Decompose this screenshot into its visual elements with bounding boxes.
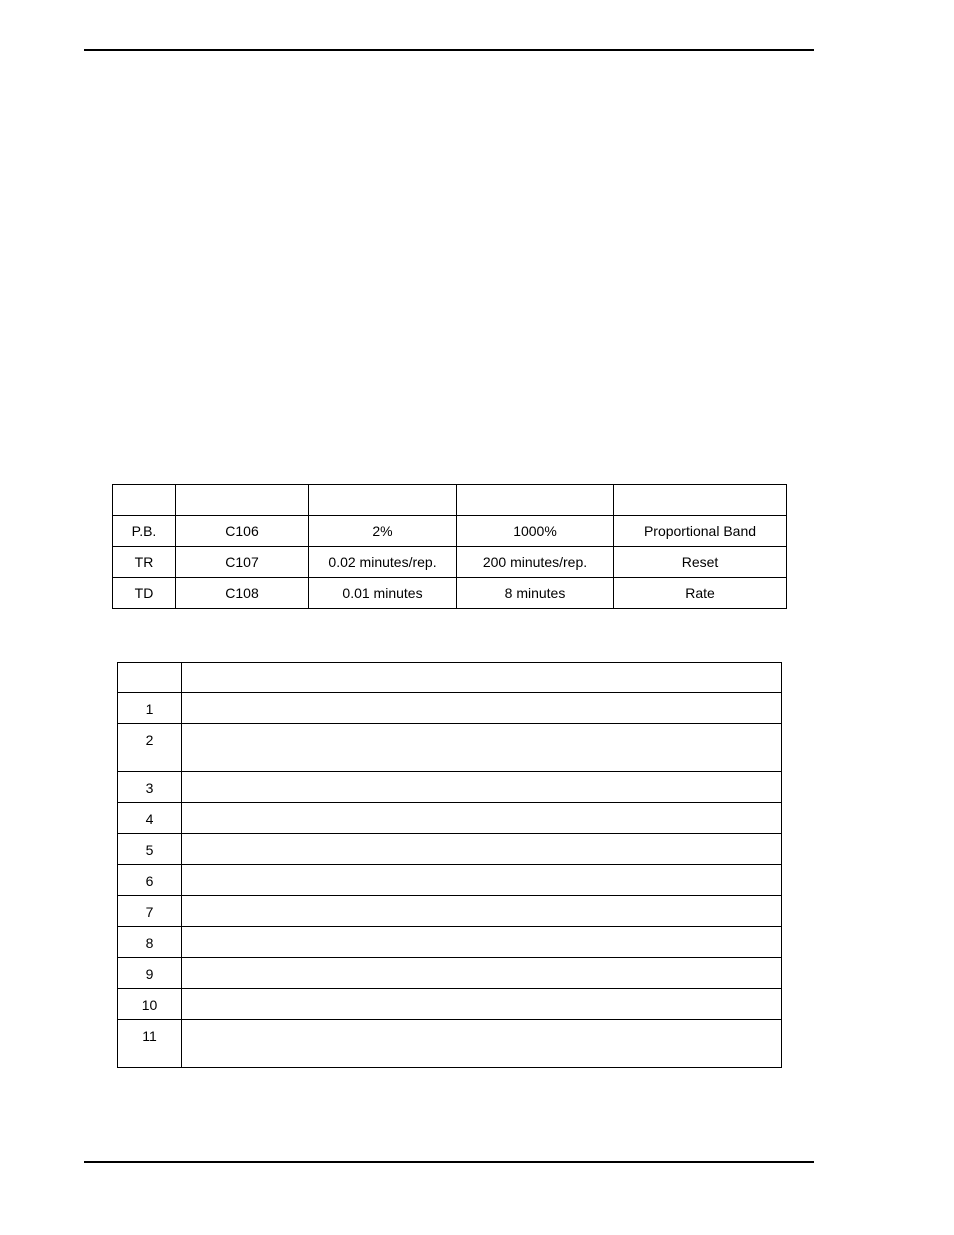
table-header-row — [113, 485, 787, 516]
step-number: 6 — [118, 865, 182, 896]
table-cell: C108 — [176, 578, 309, 609]
step-description — [182, 834, 782, 865]
step-description — [182, 927, 782, 958]
table-cell: TR — [113, 547, 176, 578]
step-description — [182, 803, 782, 834]
procedure-step-table — [117, 662, 782, 1068]
table-row — [118, 927, 782, 958]
header-cell — [182, 663, 782, 693]
header-cell — [309, 485, 457, 516]
step-number: 9 — [118, 958, 182, 989]
tuning-parameter-table — [112, 484, 787, 609]
table-row — [118, 896, 782, 927]
table-cell: 0.02 minutes/rep. — [309, 547, 457, 578]
header-cell — [118, 663, 182, 693]
table-cell: Reset — [614, 547, 787, 578]
table-row — [118, 989, 782, 1020]
step-description — [182, 989, 782, 1020]
table-cell: 8 minutes — [457, 578, 614, 609]
step-number: 7 — [118, 896, 182, 927]
table-row — [113, 547, 787, 578]
table-row — [118, 772, 782, 803]
table-cell: Proportional Band — [614, 516, 787, 547]
step-number: 2 — [118, 724, 182, 772]
step-number: 1 — [118, 693, 182, 724]
table-row — [118, 693, 782, 724]
step-number: 11 — [118, 1020, 182, 1068]
header-cell — [614, 485, 787, 516]
step-description — [182, 693, 782, 724]
table-row — [118, 958, 782, 989]
table-cell: C106 — [176, 516, 309, 547]
table-header-row — [118, 663, 782, 693]
table-row — [118, 865, 782, 896]
footer-rule — [84, 1161, 814, 1163]
table-cell: 1000% — [457, 516, 614, 547]
table-cell: 200 minutes/rep. — [457, 547, 614, 578]
header-cell — [176, 485, 309, 516]
step-description — [182, 724, 782, 772]
header-cell — [457, 485, 614, 516]
step-number: 3 — [118, 772, 182, 803]
table-row — [113, 578, 787, 609]
table-cell: TD — [113, 578, 176, 609]
step-number: 5 — [118, 834, 182, 865]
step-number: 4 — [118, 803, 182, 834]
step-number: 8 — [118, 927, 182, 958]
table-cell: Rate — [614, 578, 787, 609]
table-cell: 2% — [309, 516, 457, 547]
table-cell: C107 — [176, 547, 309, 578]
step-description — [182, 865, 782, 896]
step-description — [182, 958, 782, 989]
step-number: 10 — [118, 989, 182, 1020]
table-cell: P.B. — [113, 516, 176, 547]
step-description — [182, 772, 782, 803]
table-row — [118, 724, 782, 772]
header-rule — [84, 49, 814, 51]
table-row — [118, 834, 782, 865]
header-cell — [113, 485, 176, 516]
table-row — [118, 1020, 782, 1068]
table-cell: 0.01 minutes — [309, 578, 457, 609]
table-row — [118, 803, 782, 834]
step-description — [182, 896, 782, 927]
step-description — [182, 1020, 782, 1068]
table-row — [113, 516, 787, 547]
